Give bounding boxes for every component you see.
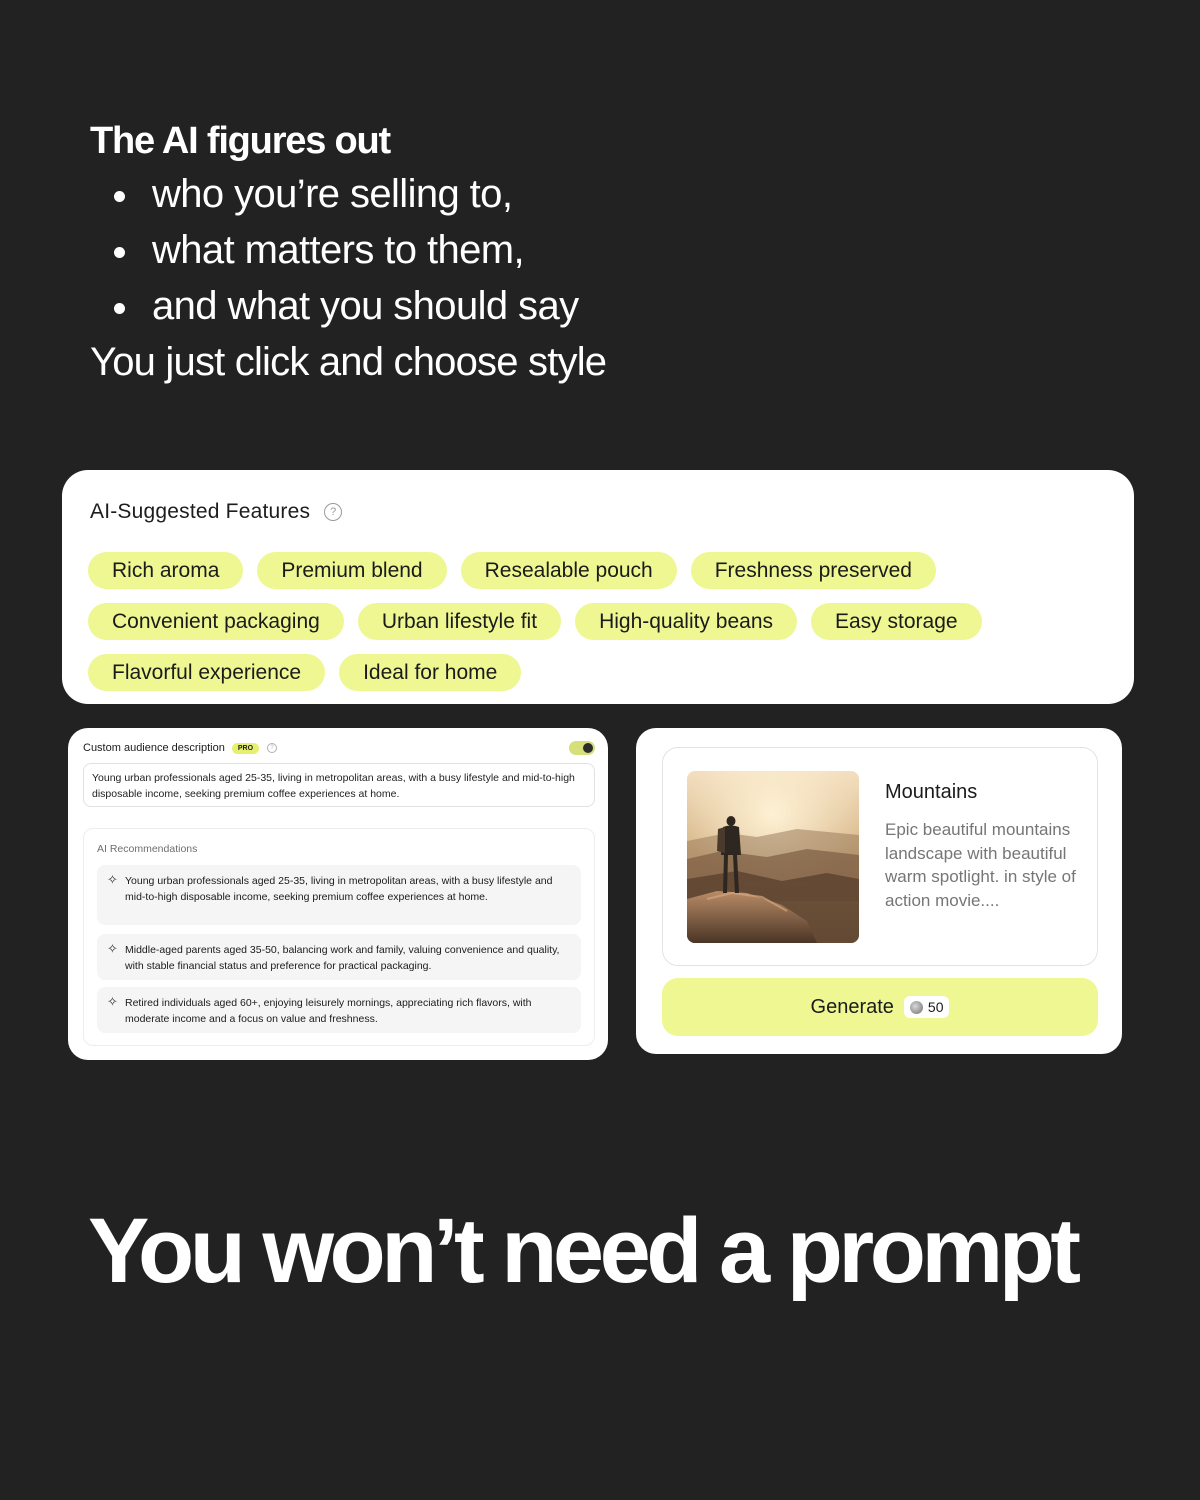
sparkle-icon: ✧ <box>107 872 118 887</box>
feature-chip[interactable]: Freshness preserved <box>691 552 936 589</box>
credit-cost-badge <box>904 996 950 1018</box>
audience-card <box>68 728 608 1060</box>
feature-chip[interactable]: Premium blend <box>257 552 446 589</box>
sparkle-icon: ✧ <box>107 994 118 1009</box>
question-circle-icon[interactable]: ? <box>324 503 342 521</box>
bullet-dot-icon <box>114 303 125 314</box>
style-preset-option[interactable] <box>662 747 1098 966</box>
recommendations-title: AI Recommendations <box>97 843 198 855</box>
recommendation-item[interactable]: ✧ Middle-aged parents aged 35-50, balancing work and family, valuing convenience and quality, with stable financial status and preference for practical packaging. <box>97 934 581 980</box>
bottom-headline: You won’t need a prompt <box>88 1200 1077 1302</box>
toggle-knob <box>583 743 593 753</box>
hero-bullet-list <box>112 166 990 334</box>
feature-chip-list <box>88 552 1088 691</box>
feature-chip[interactable]: Ideal for home <box>339 654 521 691</box>
bullet-dot-icon <box>114 247 125 258</box>
question-circle-icon[interactable]: ? <box>267 743 277 753</box>
features-card <box>62 470 1134 704</box>
preset-name: Mountains <box>885 781 978 803</box>
mountain-landscape-illustration <box>687 771 859 943</box>
audience-description-input[interactable]: Young urban professionals aged 25-35, living in metropolitan areas, with a busy lifestyle and mid-to-high disposable income, seeking premium coffee experiences at home. <box>83 763 595 807</box>
hero-bullet: and what you should say <box>112 278 990 334</box>
preset-description: Epic beautiful mountains landscape with beautiful warm spotlight. in style of action movie.... <box>885 820 1076 910</box>
audience-title: Custom audience description <box>83 742 225 754</box>
hero-closing: You just click and choose style <box>90 340 607 384</box>
audience-header <box>83 741 595 755</box>
bullet-dot-icon <box>114 191 125 202</box>
mountain-hiker-image <box>687 771 859 943</box>
features-header <box>90 500 342 524</box>
pro-badge: PRO <box>232 743 259 754</box>
sparkle-icon: ✧ <box>107 941 118 956</box>
hero-bullet: what matters to them, <box>112 222 990 278</box>
feature-chip[interactable]: Flavorful experience <box>88 654 325 691</box>
hero-section <box>90 116 990 390</box>
features-title: AI-Suggested Features <box>90 500 311 523</box>
feature-chip[interactable]: Rich aroma <box>88 552 243 589</box>
hero-title: The AI figures out <box>90 120 390 162</box>
ai-recommendations-panel <box>83 828 595 1046</box>
feature-chip[interactable]: Resealable pouch <box>461 552 677 589</box>
feature-chip[interactable]: Convenient packaging <box>88 603 344 640</box>
feature-chip[interactable]: Urban lifestyle fit <box>358 603 561 640</box>
generate-label: Generate <box>810 995 894 1018</box>
feature-chip[interactable]: High-quality beans <box>575 603 797 640</box>
generate-button[interactable] <box>662 978 1098 1036</box>
style-preset-card <box>636 728 1122 1054</box>
recommendation-item[interactable]: ✧ Retired individuals aged 60+, enjoying leisurely mornings, appreciating rich flavors, with moderate income and a focus on value and freshness. <box>97 987 581 1033</box>
credit-value: 50 <box>927 999 944 1015</box>
audience-toggle[interactable] <box>569 741 595 755</box>
recommendation-item[interactable]: ✧ Young urban professionals aged 25-35, living in metropolitan areas, with a busy lifestyle and mid-to-high disposable income, seeking premium coffee experiences at home. <box>97 865 581 925</box>
coin-icon <box>910 1001 923 1014</box>
hero-bullet: who you’re selling to, <box>112 166 990 222</box>
feature-chip[interactable]: Easy storage <box>811 603 982 640</box>
